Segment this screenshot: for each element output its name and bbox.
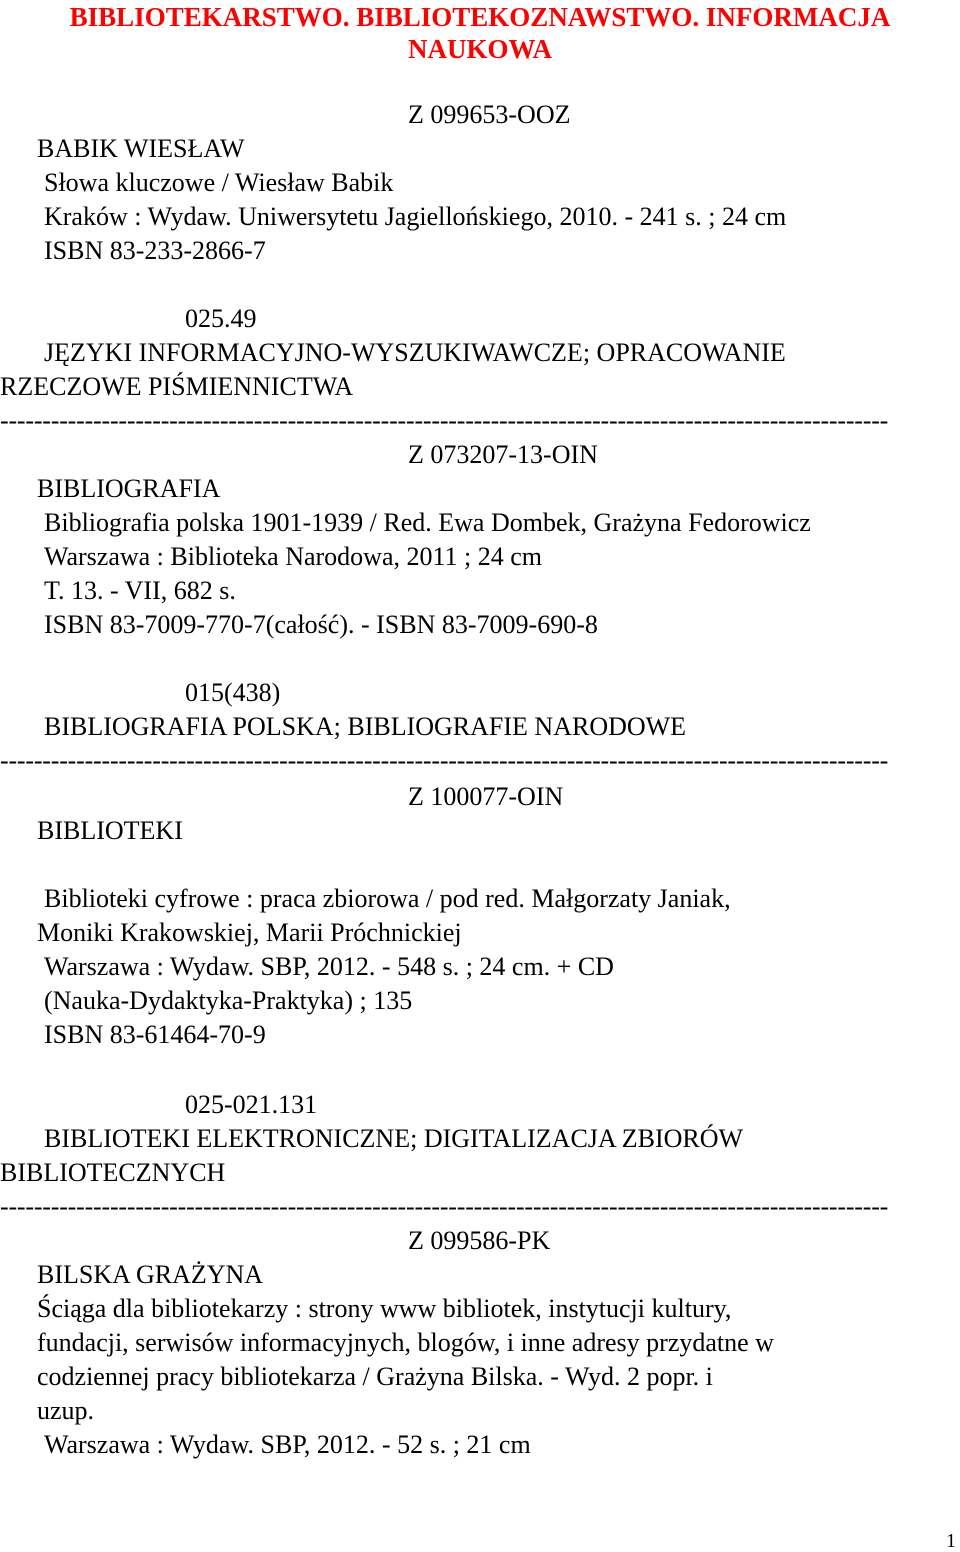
entry-2-signature: Z 073207-13-OIN xyxy=(408,440,598,469)
entry-3-series: (Nauka-Dydaktyka-Praktyka) ; 135 xyxy=(44,986,413,1015)
section-title-line-2: NAUKOWA xyxy=(407,34,552,64)
separator-line: --------------------------------------------------------------------------------------------------------- xyxy=(0,1192,889,1221)
entry-1-signature: Z 099653-OOZ xyxy=(408,100,571,129)
entry-2-subject: BIBLIOGRAFIA POLSKA; BIBLIOGRAFIE NARODOWE xyxy=(44,712,687,741)
entry-3-subject-line-2: BIBLIOTECZNYCH xyxy=(0,1158,226,1187)
entry-1-udc: 025.49 xyxy=(185,304,257,333)
entry-4-title-line-1: Ściąga dla bibliotekarzy : strony www bibliotek, instytucji kultury, xyxy=(37,1294,732,1323)
entry-3-signature: Z 100077-OIN xyxy=(408,782,564,811)
entry-3-isbn: ISBN 83-61464-70-9 xyxy=(44,1020,266,1049)
entry-2-imprint: Warszawa : Biblioteka Narodowa, 2011 ; 24 cm xyxy=(44,542,543,571)
entry-1-subject-line-2: RZECZOWE PIŚMIENNICTWA xyxy=(0,372,354,401)
entry-3-heading: BIBLIOTEKI xyxy=(37,816,183,845)
entry-4-title-line-2: fundacji, serwisów informacyjnych, blogów, i inne adresy przydatne w xyxy=(37,1328,774,1357)
separator-line: --------------------------------------------------------------------------------------------------------- xyxy=(0,406,889,435)
entry-3-title-line-1: Biblioteki cyfrowe : praca zbiorowa / pod red. Małgorzaty Janiak, xyxy=(44,884,731,913)
entry-1-subject-line-1: JĘZYKI INFORMACYJNO-WYSZUKIWAWCZE; OPRACOWANIE xyxy=(44,338,786,367)
entry-4-title-line-4: uzup. xyxy=(37,1396,95,1425)
entry-2-title: Bibliografia polska 1901-1939 / Red. Ewa Dombek, Grażyna Fedorowicz xyxy=(44,508,811,537)
entry-4-signature: Z 099586-PK xyxy=(408,1226,551,1255)
entry-2-isbn: ISBN 83-7009-770-7(całość). - ISBN 83-7009-690-8 xyxy=(44,610,598,639)
section-title-line-1: BIBLIOTEKARSTWO. BIBLIOTEKOZNAWSTWO. INFORMACJA xyxy=(69,2,891,32)
entry-2-udc: 015(438) xyxy=(185,678,281,707)
entry-2-volume: T. 13. - VII, 682 s. xyxy=(44,576,236,605)
entry-2-heading: BIBLIOGRAFIA xyxy=(37,474,221,503)
entry-3-subject-line-1: BIBLIOTEKI ELEKTRONICZNE; DIGITALIZACJA ZBIORÓW xyxy=(44,1124,744,1153)
entry-4-title-line-3: codziennej pracy bibliotekarza / Grażyna Bilska. - Wyd. 2 popr. i xyxy=(37,1362,713,1391)
separator-line: --------------------------------------------------------------------------------------------------------- xyxy=(0,746,889,775)
entry-1-isbn: ISBN 83-233-2866-7 xyxy=(44,236,266,265)
entry-4-imprint: Warszawa : Wydaw. SBP, 2012. - 52 s. ; 21 cm xyxy=(44,1430,531,1459)
page-number: 1 xyxy=(946,1530,956,1552)
entry-1-author: BABIK WIESŁAW xyxy=(37,134,245,163)
entry-1-imprint: Kraków : Wydaw. Uniwersytetu Jagiellońskiego, 2010. - 241 s. ; 24 cm xyxy=(44,202,787,231)
entry-1-title: Słowa kluczowe / Wiesław Babik xyxy=(44,168,394,197)
entry-3-udc: 025-021.131 xyxy=(185,1090,318,1119)
entry-3-title-line-2: Moniki Krakowskiej, Marii Próchnickiej xyxy=(37,918,462,947)
entry-4-author: BILSKA GRAŻYNA xyxy=(37,1260,264,1289)
entry-3-imprint: Warszawa : Wydaw. SBP, 2012. - 548 s. ; 24 cm. + CD xyxy=(44,952,614,981)
